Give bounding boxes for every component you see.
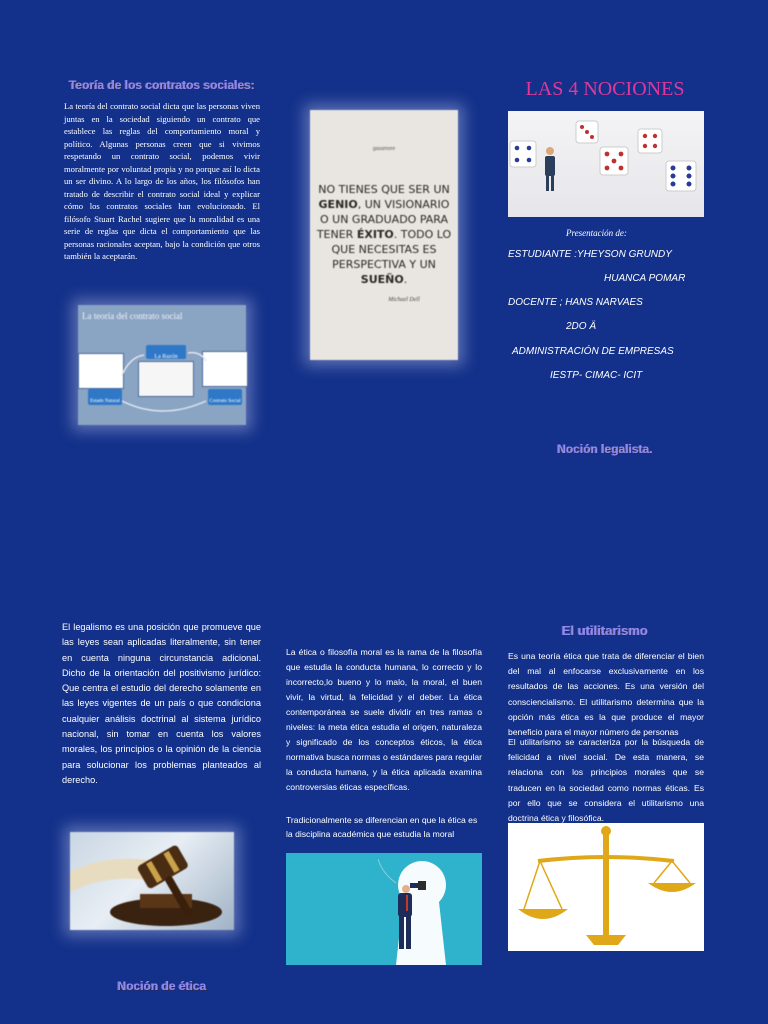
utilitarianism-heading: El utilitarismo xyxy=(562,623,648,638)
teacher-line: DOCENTE ; HANS NARVAES xyxy=(508,297,643,308)
ethics-notion-heading: Noción de ética xyxy=(117,979,207,993)
gavel-image xyxy=(70,832,234,930)
student-surname: HUANCA POMAR xyxy=(604,273,686,284)
quote-line-7b: . xyxy=(403,273,408,286)
diagram-arrows xyxy=(78,305,246,425)
quote-signature: Michael Dell xyxy=(388,297,420,303)
utilitarianism-text: Es una teoría ética que trata de diferenciar el bien del mal al enfocarse exclusivamente en los resultados de las acciones. Es una versión del consciencialismo. El utilitarismo determina que la opción más ética es la que produce el mayor beneficio para el mayor número de personas xyxy=(508,651,704,738)
quote-line-6: PERSPECTIVA Y UN xyxy=(332,258,436,271)
balance-scale-icon xyxy=(508,823,704,951)
ethics-text: La ética o filosofía moral es la rama de la filosofía que estudia la conducta humana, lo correcto y lo incorrecto,lo bueno y lo malo, la moral, el buen vivir, la virtud, la felicidad y el deber. La ética contemporánea se suele dividir en tres ramas o niveles: la meta ética estudia el origen, naturaleza y significado de los conceptos éticos, la ética normativa busca normas o estándares para regular la conducta humana, y la ética aplicada examina controversias éticas específicas. xyxy=(286,647,482,792)
main-title: LAS 4 NOCIONES xyxy=(525,78,685,100)
dice-icon xyxy=(508,111,704,217)
quote-exito: ÉXITO xyxy=(356,228,394,241)
quote-line-3: O UN GRADUADO PARA xyxy=(319,213,449,226)
legalism-text: El legalismo es una posición que promueve que las leyes sean aplicadas literalmente, sin tener en cuenta ninguna circunstancia adicional. Dicho de la orientación del positivismo jurídico: Que centra el estudio del derecho solamente en las leyes vigentes de un país o que condiciona cualquier análisis doctrinal al sistema jurídico nacional, sin tomar en cuenta los valores morales, los principios o la opinión de la ciencia para solucionar los problemas planteados al derecho. xyxy=(62,622,261,785)
quote-line-2: , UN VISIONARIO xyxy=(357,198,450,211)
quote-sueno: SUEÑO xyxy=(360,273,404,286)
grade-line: 2DO Ä xyxy=(566,321,597,332)
diagram-left-label: Estado Natural xyxy=(90,399,120,404)
contract-theory-heading: Teoría de los contratos sociales: xyxy=(69,78,255,92)
contract-diagram xyxy=(78,305,246,425)
quote-brand: gasamore xyxy=(372,146,396,152)
scales-image xyxy=(508,823,704,951)
quote-card xyxy=(310,110,458,360)
quote-line-4c: . TODO LO xyxy=(393,228,452,241)
student-line: ESTUDIANTE :YHEYSON GRUNDY xyxy=(508,249,672,260)
diagram-title: La teoría del contrato social xyxy=(82,311,183,321)
utilitarianism-text-2: El utilitarismo se caracteriza por la búsqueda de felicidad a nivel social. De esta manera, se relaciona con los principios morales que se traducen en la sociedad como normas éticas. Es por ello que se considera el utilitarismo una doctrina ética y filosófica. xyxy=(508,737,704,824)
career-line: ADMINISTRACIÓN DE EMPRESAS xyxy=(512,346,674,357)
quote-line-5: QUE NECESITAS ES xyxy=(331,243,437,256)
contract-theory-text: La teoría del contrato social dicta que las personas viven juntas en la sociedad siguiendo un contrato que establece las reglas del comportamiento moral y político. Algunas personas creen que si vivimos respetando un contrato social, podemos vivir moralmente por voluntad propia y no porque así lo dicta un ser divino. A lo largo de los años, los filósofos han tratado de describir el contrato social ideal y explicar cómo los contratos sociales han evolucionado. El filósofo Stuart Rachel sugiere que la moralidad es una serie de reglas que dicta el comportamiento que las personas racionales aceptan, bajo la condición que otros también la aceptarán. xyxy=(64,101,260,261)
school-line: IESTP- CIMAC- ICIT xyxy=(550,370,643,381)
keyhole-image xyxy=(286,853,482,965)
dice-image xyxy=(508,111,704,217)
quote-genio: GENIO xyxy=(318,198,358,211)
quote-line-4a: TENER xyxy=(316,228,357,241)
keyhole-icon xyxy=(286,853,482,965)
ethics-text-2: Tradicionalmente se diferencian en que la ética es la disciplina académica que estudia la moral xyxy=(286,815,478,839)
diagram-right-label: Contrato Social xyxy=(209,399,241,404)
gavel-icon xyxy=(70,832,234,930)
presentation-label: Presentación de: xyxy=(566,228,627,238)
legalist-heading: Noción legalista. xyxy=(557,442,653,456)
diagram-center-label: La Razón xyxy=(154,354,178,360)
quote-line-1: NO TIENES QUE SER UN xyxy=(318,183,450,196)
